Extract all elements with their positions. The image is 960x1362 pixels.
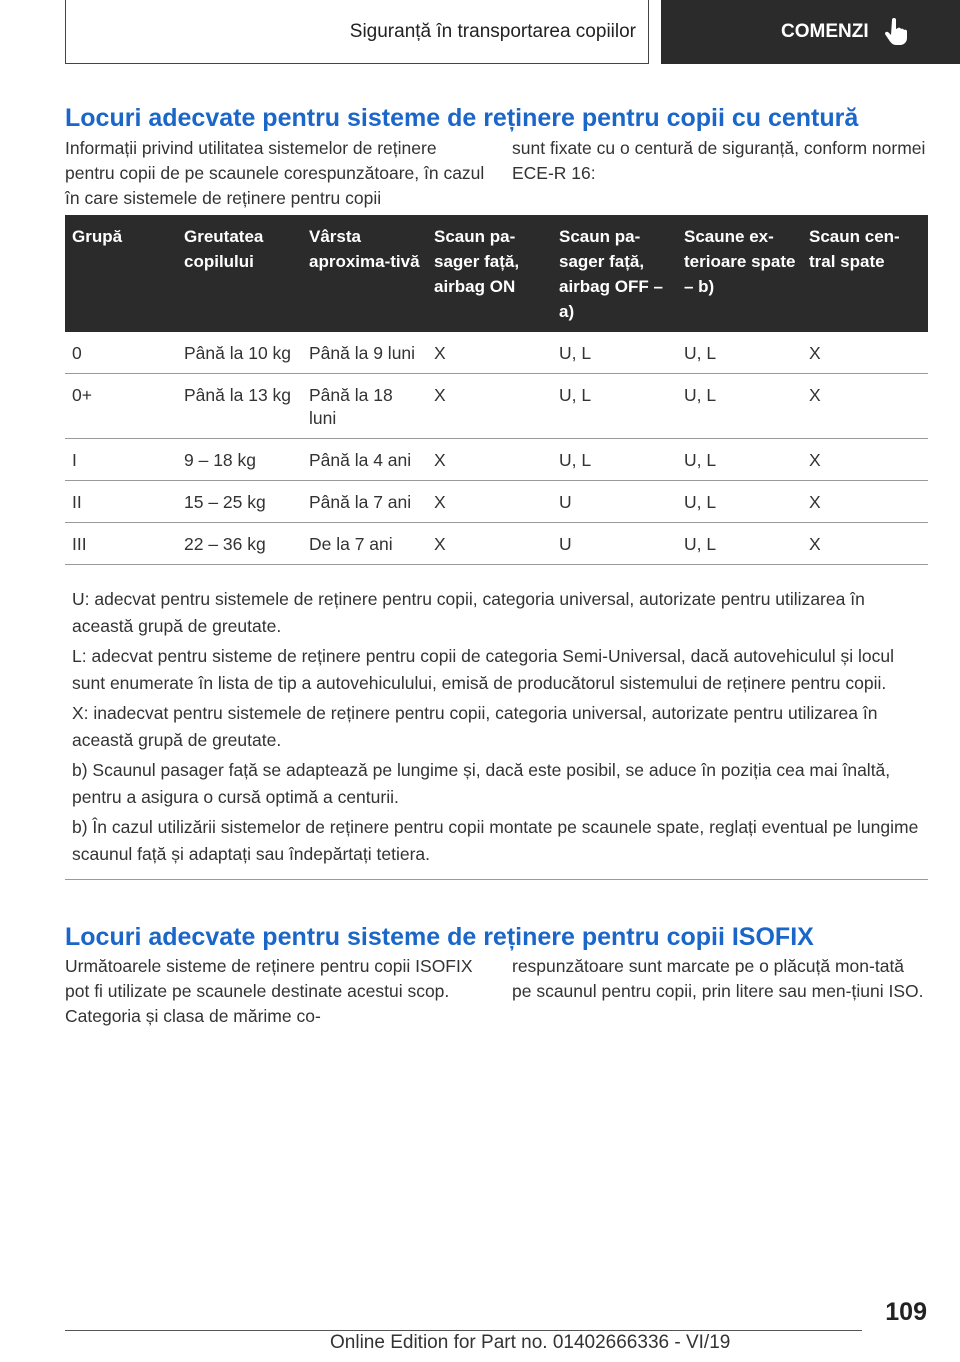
table-cell: U, L	[552, 439, 677, 481]
table-cell: X	[427, 481, 552, 523]
table-row	[65, 481, 928, 523]
intro-text-left: Informații privind utilitatea sistemelor de reținere pentru copii de pe scaunele corespunzătoare, în cazul în care sistemele de reținere pentru copii	[65, 138, 485, 208]
table-cell: X	[427, 439, 552, 481]
note-unsuitable: X: inadecvat pentru sistemele de reținere pentru copii, categoria universal, autorizate pentru utilizarea în această grupă de greutate.	[72, 703, 878, 750]
table-cell: 0	[65, 332, 177, 374]
table-cell: X	[802, 332, 928, 374]
table-cell: Până la 7 ani	[302, 481, 427, 523]
chapter-tab	[65, 0, 649, 64]
footer-divider	[65, 1330, 862, 1331]
section-tab	[661, 0, 960, 64]
table-cell: X	[802, 523, 928, 565]
table-cell: X	[802, 481, 928, 523]
table-cell: I	[65, 439, 177, 481]
table-cell: Până la 4 ani	[302, 439, 427, 481]
table-cell: U, L	[552, 332, 677, 374]
intro-text-right: sunt fixate cu o centură de siguranță, conform normei ECE-R 16:	[512, 138, 926, 183]
table-cell: U, L	[677, 523, 802, 565]
page-number: 109	[885, 1298, 927, 1326]
table-cell: X	[802, 439, 928, 481]
table-cell: U, L	[677, 332, 802, 374]
header-cell: Scaune ex-terioare spate – b)	[677, 215, 802, 332]
table-cell: U, L	[677, 439, 802, 481]
table-cell: Până la 13 kg	[177, 374, 302, 439]
isofix-text-right: respunzătoare sunt marcate pe o plăcuță mon-tată pe scaunul pentru copii, prin litere sau men-țiuni ISO.	[512, 956, 924, 1001]
section-heading-isofix: Locuri adecvate pentru sisteme de reținere pentru copii ISOFIX	[65, 923, 814, 951]
header-cell: Grupă	[65, 215, 177, 332]
section-heading-belt: Locuri adecvate pentru sisteme de reținere pentru copii cu centură	[65, 104, 859, 132]
table-cell: U, L	[552, 374, 677, 439]
section-title: COMENZI	[781, 21, 869, 42]
table-row	[65, 374, 928, 439]
note-universal: U: adecvat pentru sistemele de reținere pentru copii, categoria universal, autorizate pentru utilizarea în această grupă de greutate.	[72, 589, 865, 636]
table-cell: Până la 9 luni	[302, 332, 427, 374]
table-cell: X	[427, 374, 552, 439]
table-cell: 9 – 18 kg	[177, 439, 302, 481]
table-cell: De la 7 ani	[302, 523, 427, 565]
table-row	[65, 439, 928, 481]
isofix-text-left: Următoarele sisteme de reținere pentru copii ISOFIX pot fi utilizate pe scaunele destinate acestui scop. Categoria și clasa de mărime co-	[65, 956, 473, 1026]
note-semi-universal: L: adecvat pentru sisteme de reținere pentru copii de categoria Semi-Universal, dacă autovehiculul și locul sunt enumerate în lista de tip a autovehiculului, emisă de producătorul sistemului de reținere pentru copii.	[72, 646, 894, 693]
header-cell: Scaun cen-tral spate	[802, 215, 928, 332]
table-header-row	[65, 215, 928, 332]
table-cell: U	[552, 481, 677, 523]
table-cell: X	[802, 374, 928, 439]
table-cell: 15 – 25 kg	[177, 481, 302, 523]
header-cell: Scaun pa-sager față, airbag ON	[427, 215, 552, 332]
table-cell: III	[65, 523, 177, 565]
table-cell: 22 – 36 kg	[177, 523, 302, 565]
seat-suitability-table	[65, 215, 928, 565]
table-cell: X	[427, 523, 552, 565]
table-cell: 0+	[65, 374, 177, 439]
header-cell: Scaun pa-sager față, airbag OFF – a)	[552, 215, 677, 332]
chapter-title: Siguranță în transportarea copiilor	[349, 20, 636, 42]
table-cell: II	[65, 481, 177, 523]
table-cell: X	[427, 332, 552, 374]
footer-edition: Online Edition for Part no. 01402666336 - VI/19	[330, 1332, 731, 1353]
table-cell: U	[552, 523, 677, 565]
table-cell: U, L	[677, 374, 802, 439]
table-notes	[65, 580, 928, 880]
table-row	[65, 332, 928, 374]
table-cell: Până la 10 kg	[177, 332, 302, 374]
note-front-seat: b) Scaunul pasager față se adaptează pe lungime și, dacă este posibil, se aduce în poziția cea mai înaltă, pentru a asigura o cursă optimă a centurii.	[72, 760, 891, 807]
table-row	[65, 523, 928, 565]
table-cell: U, L	[677, 481, 802, 523]
table-cell: Până la 18 luni	[302, 374, 427, 439]
pointing-hand-icon	[883, 18, 909, 46]
note-rear-seat: b) În cazul utilizării sistemelor de reținere pentru copii montate pe scaunele spate, reglați eventual pe lungime scaunul față și adaptați sau îndepărtați tetiera.	[72, 817, 919, 864]
header-cell: Vârsta aproxima-tivă	[302, 215, 427, 332]
header-cell: Greutatea copilului	[177, 215, 302, 332]
